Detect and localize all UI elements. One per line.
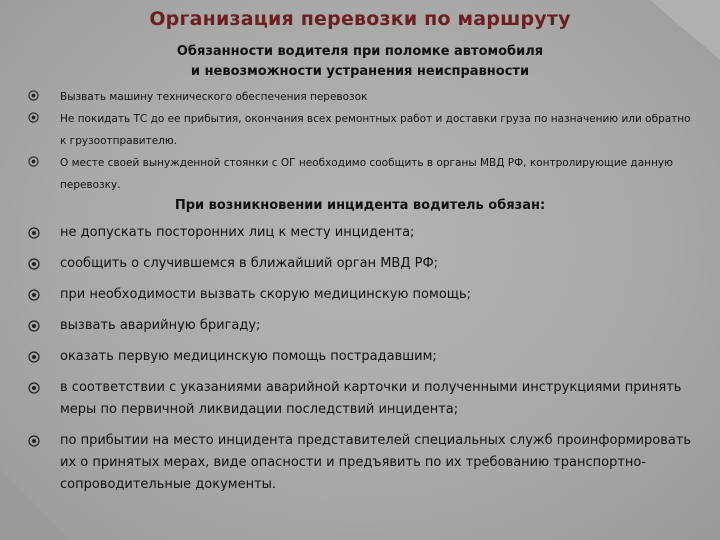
target-bullet-icon [28, 156, 39, 167]
list-item-text: при необходимости вызвать скорую медицинскую помощь; [60, 287, 472, 302]
list-item [28, 377, 692, 421]
slide-title: Организация перевозки по маршруту [149, 8, 571, 30]
list-item-text: по прибытии на место инцидента представителей специальных служб проинформировать их о принятых мерах, виде опасности и предъявить по их требованию транспортно-сопроводительные документы. [60, 433, 692, 492]
list-item-text: оказать первую медицинскую помощь пострадавшим; [60, 349, 437, 364]
target-bullet-icon [28, 90, 39, 101]
list-item [28, 222, 692, 244]
list-item [28, 284, 692, 306]
target-bullet-icon [28, 382, 40, 394]
list-item [28, 86, 692, 108]
subtitle-line-1: Обязанности водителя при поломке автомобиля [176, 44, 544, 59]
list-item-text: в соответствии с указаниями аварийной карточки и полученными инструкциями принять меры по первичной ликвидации последствий инцидента; [60, 380, 682, 417]
incident-duties-list [28, 222, 692, 505]
list-item-text: Вызвать машину технического обеспечения перевозок [60, 91, 368, 103]
list-item-text: сообщить о случившемся в ближайший орган МВД РФ; [60, 256, 439, 271]
target-bullet-icon [28, 112, 39, 123]
list-item [28, 108, 692, 152]
target-bullet-icon [28, 289, 40, 301]
list-item-text: О месте своей вынужденной стоянки с ОГ необходимо сообщить в органы МВД РФ, контролирующие данную перевозку. [60, 157, 673, 191]
target-bullet-icon [28, 351, 40, 363]
incident-heading: При возникновении инцидента водитель обязан: [174, 198, 546, 213]
list-item [28, 430, 692, 496]
target-bullet-icon [28, 227, 40, 239]
breakdown-duties-list [28, 86, 692, 196]
target-bullet-icon [28, 435, 40, 447]
list-item [28, 152, 692, 196]
list-item [28, 315, 692, 337]
list-item-text: не допускать посторонних лиц к месту инцидента; [60, 225, 415, 240]
target-bullet-icon [28, 258, 40, 270]
list-item-text: вызвать аварийную бригаду; [60, 318, 261, 333]
list-item [28, 253, 692, 275]
target-bullet-icon [28, 320, 40, 332]
list-item-text: Не покидать ТС до ее прибытия, окончания всех ремонтных работ и доставки груза по назначению или обратно к грузоотправителю. [60, 113, 691, 147]
list-item [28, 346, 692, 368]
slide-subtitle [120, 42, 600, 82]
subtitle-line-2: и невозможности устранения неисправности [190, 64, 530, 79]
